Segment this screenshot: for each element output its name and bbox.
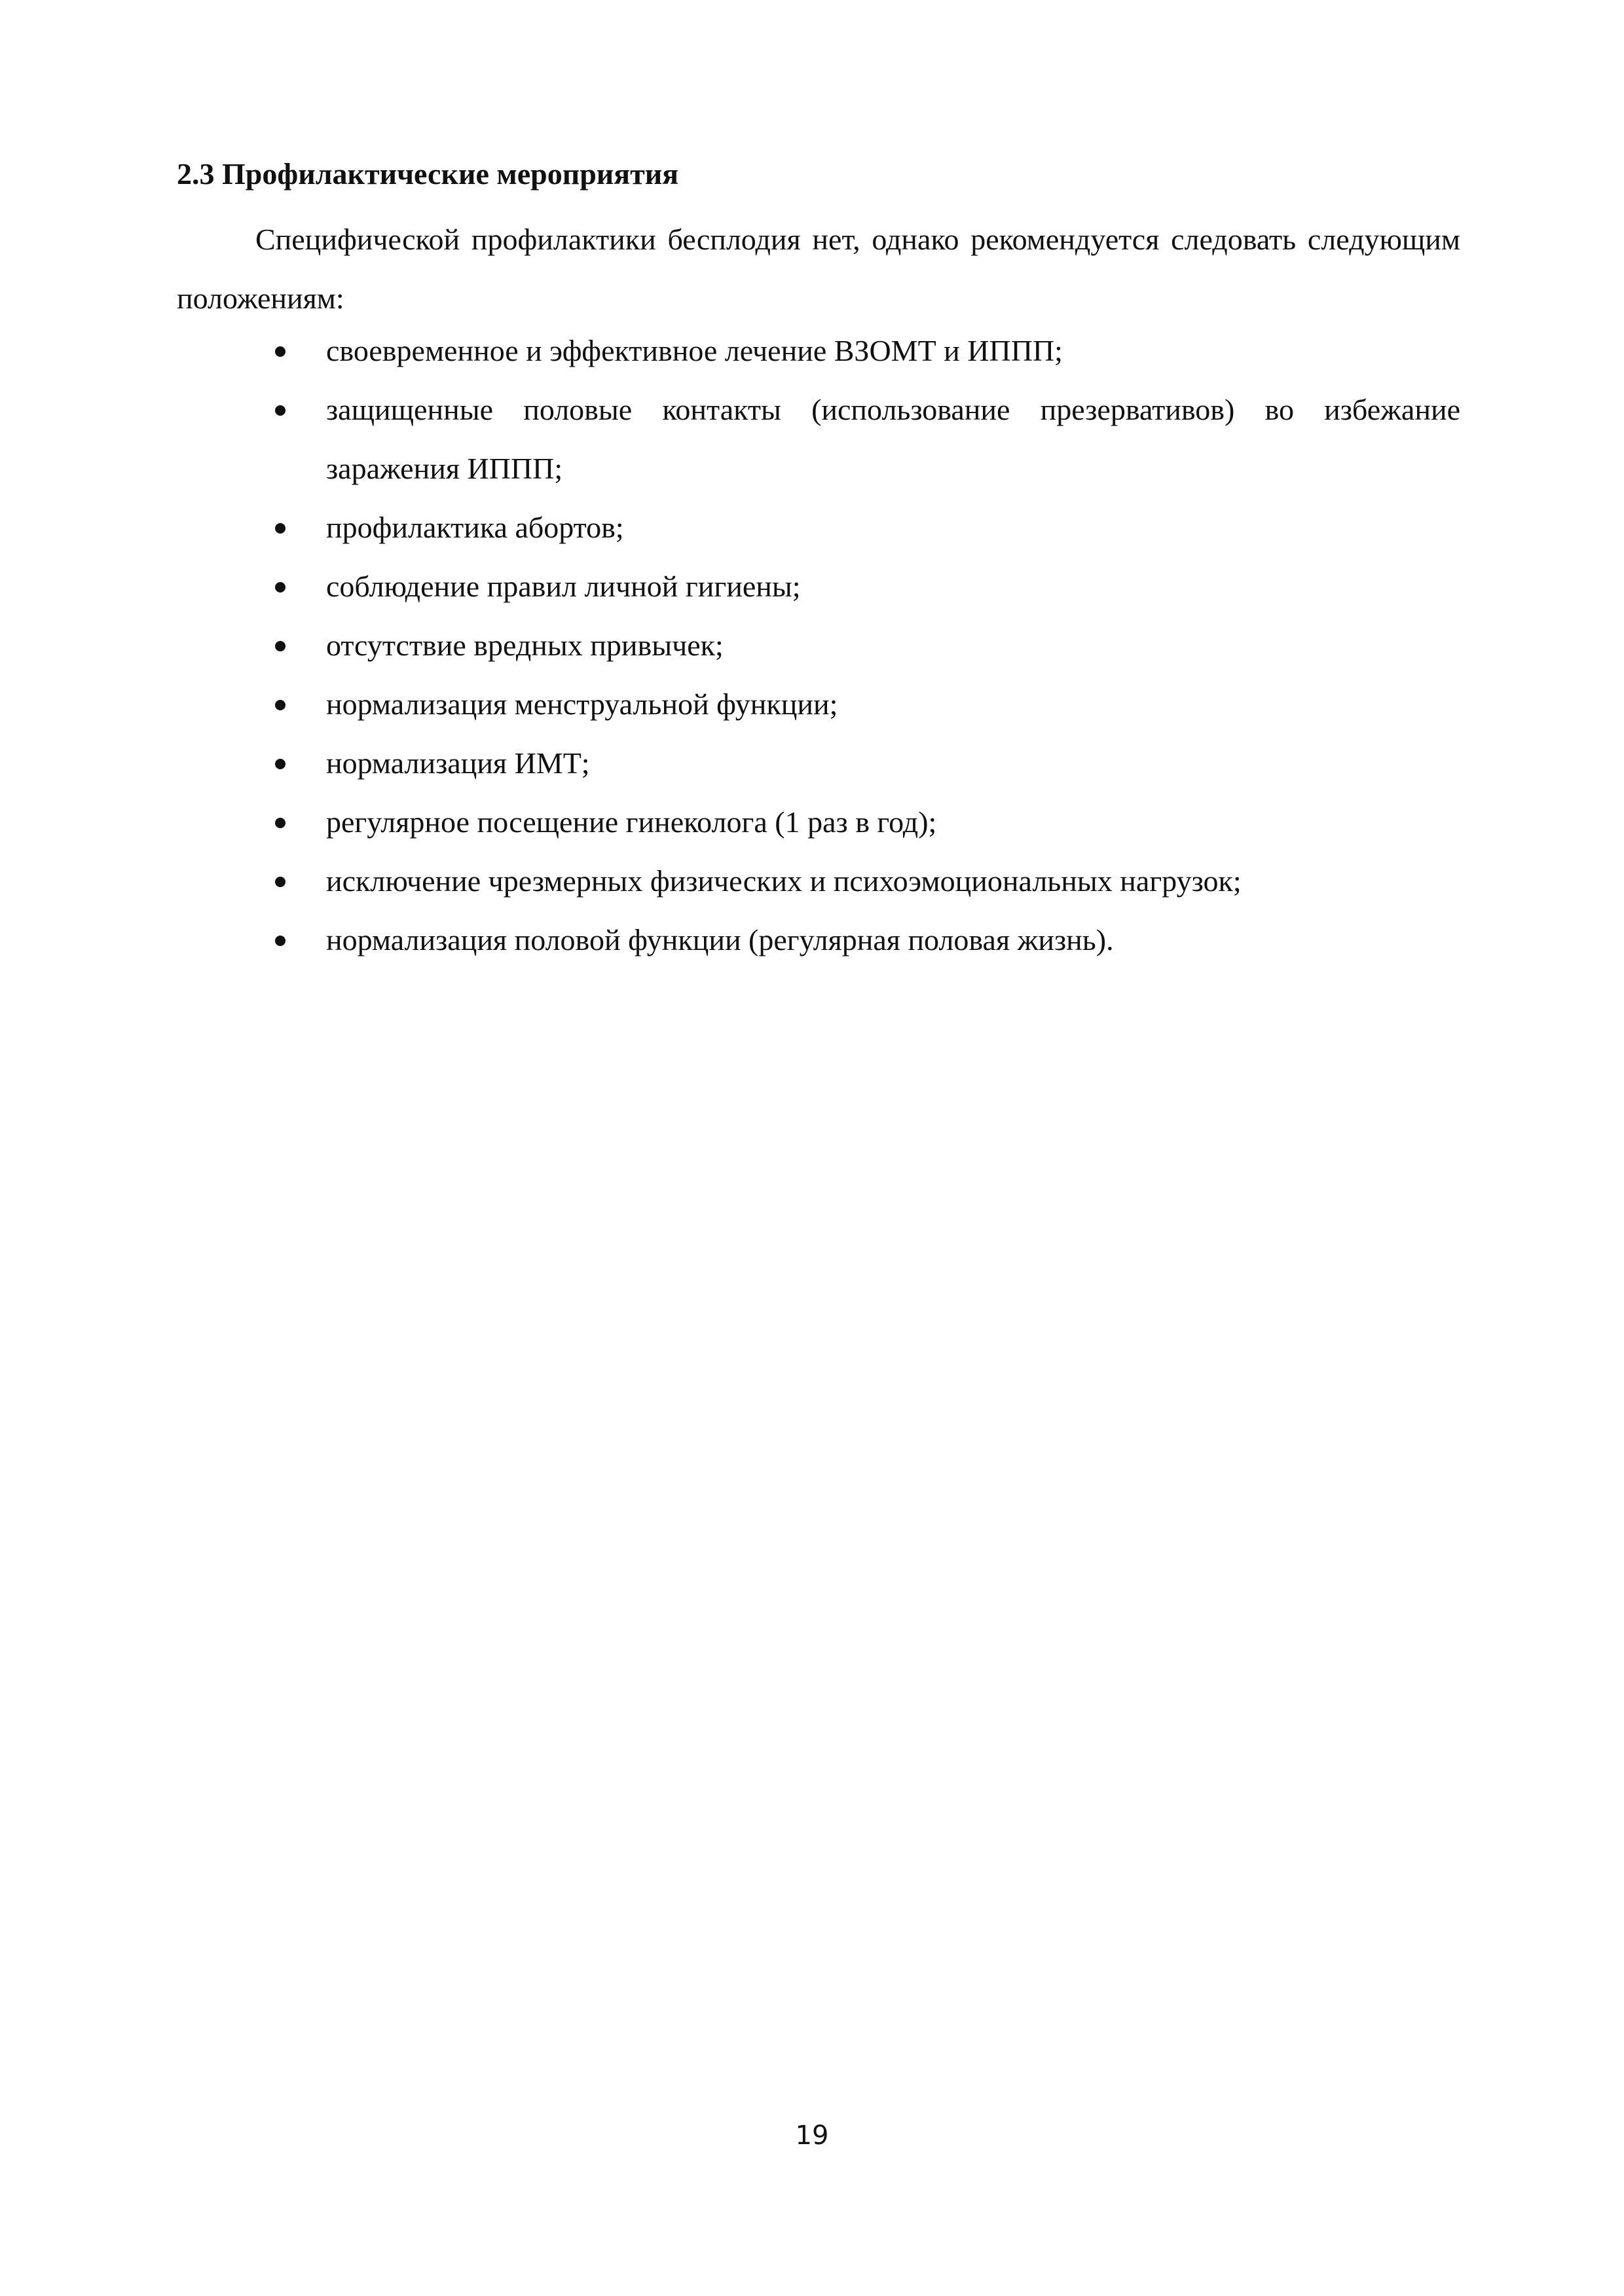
list-item [177,321,1460,380]
list-item-text: соблюдение правил личной гигиены; [326,570,801,603]
list-item [177,380,1460,498]
list-item-text: нормализация менструальной функции; [326,687,838,721]
bullet-icon [275,818,286,828]
bullet-icon [275,405,286,416]
list-item-text: профилактика абортов; [326,511,624,544]
list-item [177,498,1460,557]
bullet-icon [275,936,286,946]
list-item-text: нормализация ИМТ; [326,746,590,780]
intro-paragraph: Специфической профилактики бесплодия нет, однако рекомендуется следовать следующим положениям: [177,223,1460,315]
bullet-icon [275,582,286,592]
list-item [177,852,1460,911]
list-item [177,616,1460,675]
list-item-text: защищенные половые контакты (использование презервативов) во избежание заражения ИППП; [326,393,1460,485]
list-item [177,675,1460,734]
list-item [177,557,1460,616]
list-item-text: нормализация половой функции (регулярная половая жизнь). [326,923,1114,957]
list-item-text: своевременное и эффективное лечение ВЗОМТ и ИППП; [326,334,1063,367]
list-item-text: регулярное посещение гинеколога (1 раз в год); [326,805,937,839]
section-heading: 2.3 Профилактические мероприятия [177,157,679,191]
list-item [177,793,1460,852]
page-number: 19 [795,2121,829,2151]
list-item-text: отсутствие вредных привычек; [326,629,724,662]
bullet-icon [275,523,286,534]
prevention-measures-list [177,321,1460,970]
bullet-icon [275,346,286,357]
bullet-icon [275,877,286,887]
list-item [177,734,1460,793]
bullet-icon [275,641,286,651]
bullet-icon [275,759,286,769]
list-item [177,911,1460,970]
list-item-text: исключение чрезмерных физических и психоэмоциональных нагрузок; [326,864,1242,898]
bullet-icon [275,700,286,710]
